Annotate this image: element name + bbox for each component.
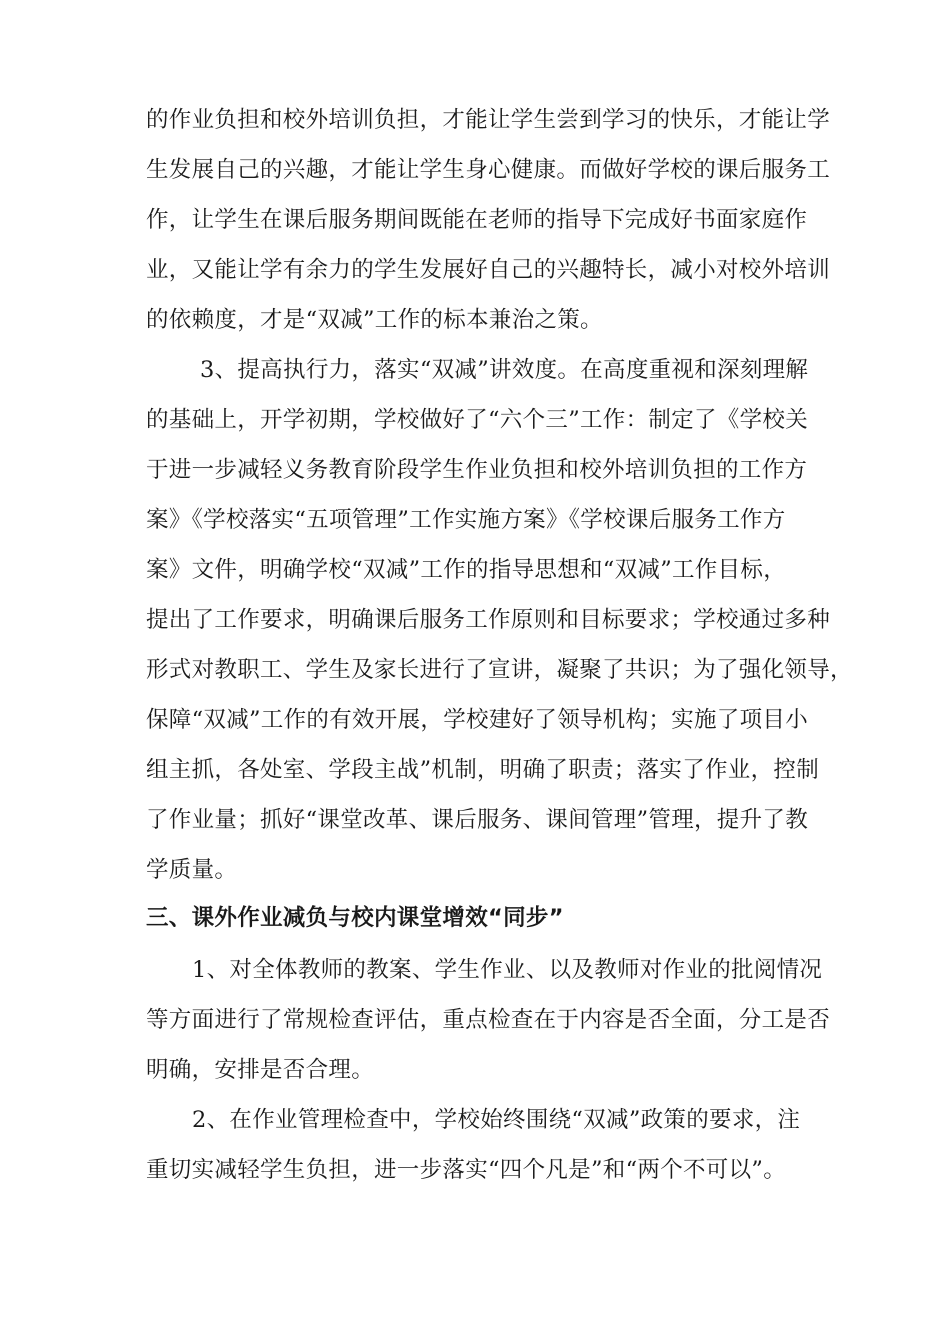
text-line-11: 提出了工作要求，明确课后服务工作原则和目标要求；学校通过多种	[146, 607, 831, 633]
text-line-12: 形式对教职工、学生及家长进行了宣讲，凝聚了共识；为了强化领导，	[146, 657, 853, 683]
section-heading: 三、课外作业减负与校内课堂增效“同步”	[146, 905, 564, 931]
text-line-22: 重切实减轻学生负担，进一步落实“四个凡是”和“两个不可以”。	[146, 1157, 787, 1183]
text-line-16: 学质量。	[146, 857, 238, 883]
text-line-9: 案》《学校落实“五项管理”工作实施方案》《学校课后服务工作方	[146, 507, 786, 533]
paragraph-item-2-first-line: 2、在作业管理检查中，学校始终围绕“双减”政策的要求，注	[192, 1107, 801, 1133]
paragraph-3-first-line: 3、提高执行力，落实“双减”讲效度。在高度重视和深刻理解	[200, 357, 809, 383]
text-line-10: 案》文件，明确学校“双减”工作的指导思想和“双减”工作目标，	[146, 557, 787, 583]
text-line-2: 生发展自己的兴趣，才能让学生身心健康。而做好学校的课后服务工	[146, 157, 831, 183]
text-line-13: 保障“双减”工作的有效开展，学校建好了领导机构；实施了项目小	[146, 707, 809, 733]
text-line-1: 的作业负担和校外培训负担，才能让学生尝到学习的快乐，才能让学	[146, 107, 831, 133]
text-line-7: 的基础上，开学初期，学校做好了“六个三”工作：制定了《学校关	[146, 407, 809, 433]
text-line-3: 作，让学生在课后服务期间既能在老师的指导下完成好书面家庭作	[146, 207, 808, 233]
text-line-15: 了作业量；抓好“课堂改革、课后服务、课间管理”管理，提升了教	[146, 807, 809, 833]
text-line-19: 等方面进行了常规检查评估，重点检查在于内容是否全面，分工是否	[146, 1007, 831, 1033]
text-line-14: 组主抓，各处室、学段主战”机制，明确了职责；落实了作业，控制	[146, 757, 820, 783]
paragraph-item-1-first-line: 1、对全体教师的教案、学生作业、以及教师对作业的批阅情况	[192, 957, 823, 983]
text-line-5: 的依赖度，才是“双减”工作的标本兼治之策。	[146, 307, 603, 333]
text-line-20: 明确，安排是否合理。	[146, 1057, 375, 1083]
text-line-8: 于进一步减轻义务教育阶段学生作业负担和校外培训负担的工作方	[146, 457, 808, 483]
text-line-4: 业，又能让学有余力的学生发展好自己的兴趣特长，减小对校外培训	[146, 257, 831, 283]
